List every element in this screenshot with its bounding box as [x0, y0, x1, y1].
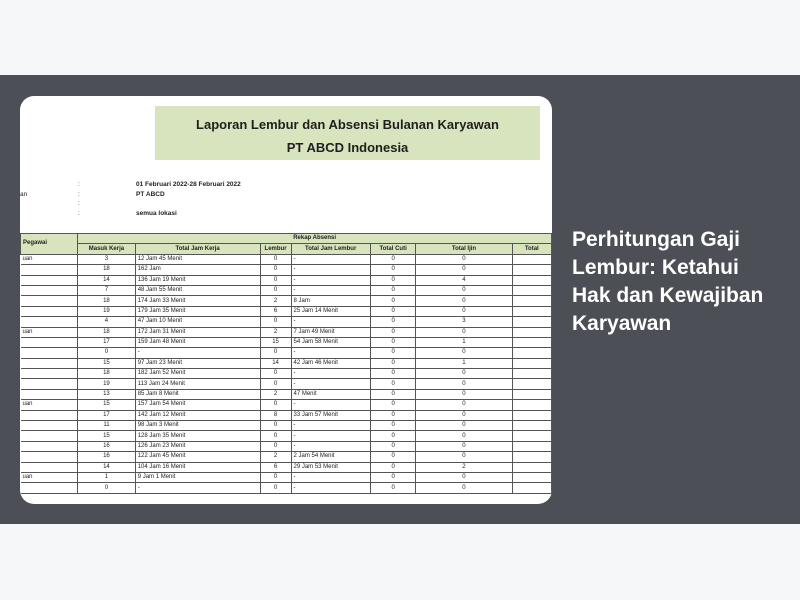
cell-lembur: 0	[260, 483, 291, 493]
cell-ijin: 0	[416, 410, 512, 420]
cell-name	[21, 275, 78, 285]
column-header: Lembur	[260, 244, 291, 254]
cell-ijin: 0	[416, 296, 512, 306]
cell-cuti: 0	[370, 265, 416, 275]
cell-cuti: 0	[370, 452, 416, 462]
cell-jam-lembur: 42 Jam 46 Menit	[291, 358, 370, 368]
cell-jam-kerja: 159 Jam 48 Menit	[135, 337, 260, 347]
cell-total	[512, 337, 551, 347]
table-row	[21, 358, 552, 368]
cell-total	[512, 483, 551, 493]
report-image-card	[20, 96, 552, 504]
cell-masuk: 17	[78, 337, 136, 347]
cell-ijin: 0	[416, 379, 512, 389]
cell-name: uan	[21, 254, 78, 264]
cell-jam-lembur: -	[291, 369, 370, 379]
cell-cuti: 0	[370, 327, 416, 337]
cell-ijin: 0	[416, 472, 512, 482]
cell-lembur: 15	[260, 337, 291, 347]
cell-name	[21, 317, 78, 327]
cell-masuk: 14	[78, 462, 136, 472]
cell-name	[21, 348, 78, 358]
table-row	[21, 462, 552, 472]
cell-jam-lembur: -	[291, 483, 370, 493]
table-row	[21, 472, 552, 482]
meta-row	[20, 200, 320, 210]
cell-lembur: 0	[260, 317, 291, 327]
cell-jam-kerja: 47 Jam 10 Menit	[135, 317, 260, 327]
cell-name	[21, 389, 78, 399]
cell-total	[512, 400, 551, 410]
attendance-table	[20, 233, 552, 494]
cell-jam-kerja: 85 Jam 8 Menit	[135, 389, 260, 399]
cell-cuti: 0	[370, 348, 416, 358]
cell-jam-lembur: 8 Jam	[291, 296, 370, 306]
cell-total	[512, 285, 551, 295]
cell-name	[21, 441, 78, 451]
cell-cuti: 0	[370, 379, 416, 389]
cell-lembur: 2	[260, 327, 291, 337]
cell-cuti: 0	[370, 410, 416, 420]
cell-ijin: 0	[416, 369, 512, 379]
cell-masuk: 18	[78, 369, 136, 379]
table-row	[21, 296, 552, 306]
cell-jam-lembur: -	[291, 275, 370, 285]
cell-lembur: 0	[260, 369, 291, 379]
cell-total	[512, 369, 551, 379]
cell-name: uan	[21, 400, 78, 410]
meta-colon: :	[78, 181, 80, 188]
table-row	[21, 379, 552, 389]
cell-masuk: 15	[78, 400, 136, 410]
cell-jam-kerja: 48 Jam 55 Menit	[135, 285, 260, 295]
cell-lembur: 8	[260, 410, 291, 420]
table-row	[21, 265, 552, 275]
cell-cuti: 0	[370, 441, 416, 451]
cell-ijin: 2	[416, 462, 512, 472]
cell-name: uan	[21, 472, 78, 482]
cell-lembur: 0	[260, 265, 291, 275]
table-row	[21, 410, 552, 420]
cell-cuti: 0	[370, 421, 416, 431]
cell-cuti: 0	[370, 254, 416, 264]
cell-cuti: 0	[370, 472, 416, 482]
cell-jam-kerja: 122 Jam 45 Menit	[135, 452, 260, 462]
column-header: Total Jam Lembur	[291, 244, 370, 254]
cell-jam-lembur: 7 Jam 49 Menit	[291, 327, 370, 337]
cell-name	[21, 421, 78, 431]
cell-total	[512, 348, 551, 358]
cell-masuk: 16	[78, 452, 136, 462]
cell-ijin: 0	[416, 483, 512, 493]
cell-cuti: 0	[370, 306, 416, 316]
cell-masuk: 3	[78, 254, 136, 264]
column-header: Total	[512, 244, 551, 254]
cell-name	[21, 337, 78, 347]
cell-jam-kerja: 128 Jam 35 Menit	[135, 431, 260, 441]
cell-ijin: 3	[416, 317, 512, 327]
cell-name	[21, 410, 78, 420]
cell-jam-kerja: 142 Jam 12 Menit	[135, 410, 260, 420]
meta-row	[20, 181, 320, 191]
cell-total	[512, 410, 551, 420]
report-company: PT ABCD Indonesia	[286, 140, 409, 155]
table-row	[21, 400, 552, 410]
cell-total	[512, 462, 551, 472]
meta-row	[20, 210, 320, 220]
table-row	[21, 275, 552, 285]
meta-period: 01 Februari 2022-28 Februari 2022	[136, 181, 241, 188]
cell-name	[21, 483, 78, 493]
cell-ijin: 0	[416, 441, 512, 451]
cell-lembur: 0	[260, 472, 291, 482]
cell-total	[512, 358, 551, 368]
cell-jam-lembur: 25 Jam 14 Menit	[291, 306, 370, 316]
cell-total	[512, 327, 551, 337]
cell-total	[512, 306, 551, 316]
cell-jam-lembur: 2 Jam 54 Menit	[291, 452, 370, 462]
cell-name	[21, 452, 78, 462]
cell-lembur: 0	[260, 379, 291, 389]
cell-ijin: 1	[416, 337, 512, 347]
cell-cuti: 0	[370, 285, 416, 295]
cell-lembur: 0	[260, 254, 291, 264]
table-row	[21, 431, 552, 441]
cell-jam-lembur: -	[291, 348, 370, 358]
cell-jam-kerja: 97 Jam 23 Menit	[135, 358, 260, 368]
cell-lembur: 0	[260, 348, 291, 358]
meta-company: PT ABCD	[136, 190, 165, 198]
cell-name	[21, 462, 78, 472]
cell-lembur: 0	[260, 400, 291, 410]
cell-total	[512, 431, 551, 441]
cell-total	[512, 317, 551, 327]
cell-cuti: 0	[370, 296, 416, 306]
cell-jam-kerja: 172 Jam 31 Menit	[135, 327, 260, 337]
cell-jam-kerja: -	[135, 483, 260, 493]
cell-masuk: 16	[78, 441, 136, 451]
cell-jam-lembur: -	[291, 379, 370, 389]
cell-ijin: 0	[416, 254, 512, 264]
table-row	[21, 452, 552, 462]
cell-lembur: 6	[260, 462, 291, 472]
cell-jam-lembur: -	[291, 265, 370, 275]
cell-masuk: 14	[78, 275, 136, 285]
cell-jam-kerja: 157 Jam 54 Menit	[135, 400, 260, 410]
table-row	[21, 317, 552, 327]
cell-jam-lembur: 33 Jam 57 Menit	[291, 410, 370, 420]
cell-name	[21, 358, 78, 368]
cell-jam-lembur: 54 Jam 58 Menit	[291, 337, 370, 347]
cell-ijin: 0	[416, 348, 512, 358]
cell-total	[512, 389, 551, 399]
cell-jam-kerja: 162 Jam	[135, 265, 260, 275]
cell-cuti: 0	[370, 483, 416, 493]
table-row	[21, 306, 552, 316]
cell-total	[512, 472, 551, 482]
cell-jam-lembur: 47 Menit	[291, 389, 370, 399]
meta-colon: :	[78, 190, 80, 198]
cell-lembur: 2	[260, 296, 291, 306]
cell-jam-lembur: -	[291, 441, 370, 451]
cell-total	[512, 265, 551, 275]
cell-masuk: 0	[78, 348, 136, 358]
table-row	[21, 369, 552, 379]
cell-ijin: 0	[416, 389, 512, 399]
table-row	[21, 483, 552, 493]
column-header-pegawai: Pegawai	[21, 234, 78, 255]
table-row	[21, 421, 552, 431]
cell-jam-lembur: 29 Jam 53 Menit	[291, 462, 370, 472]
cell-jam-kerja: 98 Jam 3 Menit	[135, 421, 260, 431]
table-row	[21, 285, 552, 295]
cell-ijin: 0	[416, 452, 512, 462]
cell-cuti: 0	[370, 431, 416, 441]
cell-jam-lembur: -	[291, 400, 370, 410]
cell-total	[512, 452, 551, 462]
meta-colon: :	[78, 200, 80, 207]
cell-masuk: 18	[78, 296, 136, 306]
meta-colon: :	[78, 209, 80, 217]
cell-masuk: 13	[78, 389, 136, 399]
cell-masuk: 18	[78, 265, 136, 275]
cell-jam-kerja: 174 Jam 33 Menit	[135, 296, 260, 306]
column-header: Total Cuti	[370, 244, 416, 254]
cell-ijin: 0	[416, 431, 512, 441]
cell-ijin: 0	[416, 327, 512, 337]
cell-ijin: 0	[416, 421, 512, 431]
cell-jam-kerja: 126 Jam 23 Menit	[135, 441, 260, 451]
cell-lembur: 0	[260, 431, 291, 441]
article-headline: Perhitungan Gaji Lembur: Ketahui Hak dan Kewajiban Karyawan	[572, 228, 764, 335]
cell-lembur: 2	[260, 389, 291, 399]
cell-masuk: 18	[78, 327, 136, 337]
cell-cuti: 0	[370, 337, 416, 347]
cell-cuti: 0	[370, 358, 416, 368]
cell-cuti: 0	[370, 275, 416, 285]
cell-name	[21, 379, 78, 389]
cell-jam-lembur: -	[291, 285, 370, 295]
cell-lembur: 14	[260, 358, 291, 368]
table-row	[21, 337, 552, 347]
cell-name	[21, 369, 78, 379]
cell-jam-kerja: 104 Jam 16 Menit	[135, 462, 260, 472]
cell-ijin: 0	[416, 285, 512, 295]
column-header: Masuk Kerja	[78, 244, 136, 254]
cell-total	[512, 441, 551, 451]
cell-lembur: 6	[260, 306, 291, 316]
report-meta	[20, 181, 320, 219]
cell-ijin: 1	[416, 358, 512, 368]
table-row	[21, 327, 552, 337]
table-row	[21, 348, 552, 358]
cell-total	[512, 421, 551, 431]
cell-ijin: 0	[416, 400, 512, 410]
cell-jam-lembur: -	[291, 317, 370, 327]
cell-cuti: 0	[370, 389, 416, 399]
cell-jam-kerja: 136 Jam 19 Menit	[135, 275, 260, 285]
cell-lembur: 0	[260, 421, 291, 431]
cell-jam-lembur: -	[291, 421, 370, 431]
cell-jam-kerja: 9 Jam 1 Menit	[135, 472, 260, 482]
meta-key: an	[20, 190, 28, 198]
cell-lembur: 0	[260, 275, 291, 285]
meta-row	[20, 191, 320, 201]
cell-masuk: 1	[78, 472, 136, 482]
column-header: Total Jam Kerja	[135, 244, 260, 254]
meta-location: semua lokasi	[136, 209, 177, 217]
cell-masuk: 19	[78, 379, 136, 389]
cell-masuk: 15	[78, 358, 136, 368]
cell-jam-lembur: -	[291, 431, 370, 441]
table-body	[21, 254, 552, 493]
cell-jam-kerja: 179 Jam 35 Menit	[135, 306, 260, 316]
table-row	[21, 389, 552, 399]
cell-name	[21, 285, 78, 295]
cell-masuk: 17	[78, 410, 136, 420]
cell-jam-kerja: -	[135, 348, 260, 358]
cell-masuk: 4	[78, 317, 136, 327]
report-title-box	[155, 106, 540, 160]
cell-ijin: 0	[416, 265, 512, 275]
cell-lembur: 2	[260, 452, 291, 462]
cell-total	[512, 275, 551, 285]
table-row	[21, 441, 552, 451]
cell-jam-kerja: 12 Jam 45 Menit	[135, 254, 260, 264]
cell-jam-kerja: 113 Jam 24 Menit	[135, 379, 260, 389]
cell-jam-kerja: 182 Jam 52 Menit	[135, 369, 260, 379]
cell-jam-lembur: -	[291, 472, 370, 482]
cell-name	[21, 306, 78, 316]
cell-masuk: 15	[78, 431, 136, 441]
cell-masuk: 19	[78, 306, 136, 316]
cell-lembur: 0	[260, 285, 291, 295]
cell-total	[512, 296, 551, 306]
cell-cuti: 0	[370, 462, 416, 472]
cell-masuk: 0	[78, 483, 136, 493]
cell-jam-lembur: -	[291, 254, 370, 264]
cell-cuti: 0	[370, 400, 416, 410]
cell-name	[21, 431, 78, 441]
cell-name	[21, 296, 78, 306]
cell-cuti: 0	[370, 317, 416, 327]
group-header-rekap: Rekap Absensi	[78, 234, 552, 244]
cell-lembur: 0	[260, 441, 291, 451]
cell-ijin: 0	[416, 306, 512, 316]
cell-name	[21, 265, 78, 275]
cell-cuti: 0	[370, 369, 416, 379]
cell-total	[512, 379, 551, 389]
cell-total	[512, 254, 551, 264]
cell-masuk: 7	[78, 285, 136, 295]
cell-ijin: 4	[416, 275, 512, 285]
cell-name: uan	[21, 327, 78, 337]
cell-masuk: 11	[78, 421, 136, 431]
report-title: Laporan Lembur dan Absensi Bulanan Karyawan	[196, 117, 499, 132]
table-row	[21, 254, 552, 264]
column-header: Total Ijin	[416, 244, 512, 254]
